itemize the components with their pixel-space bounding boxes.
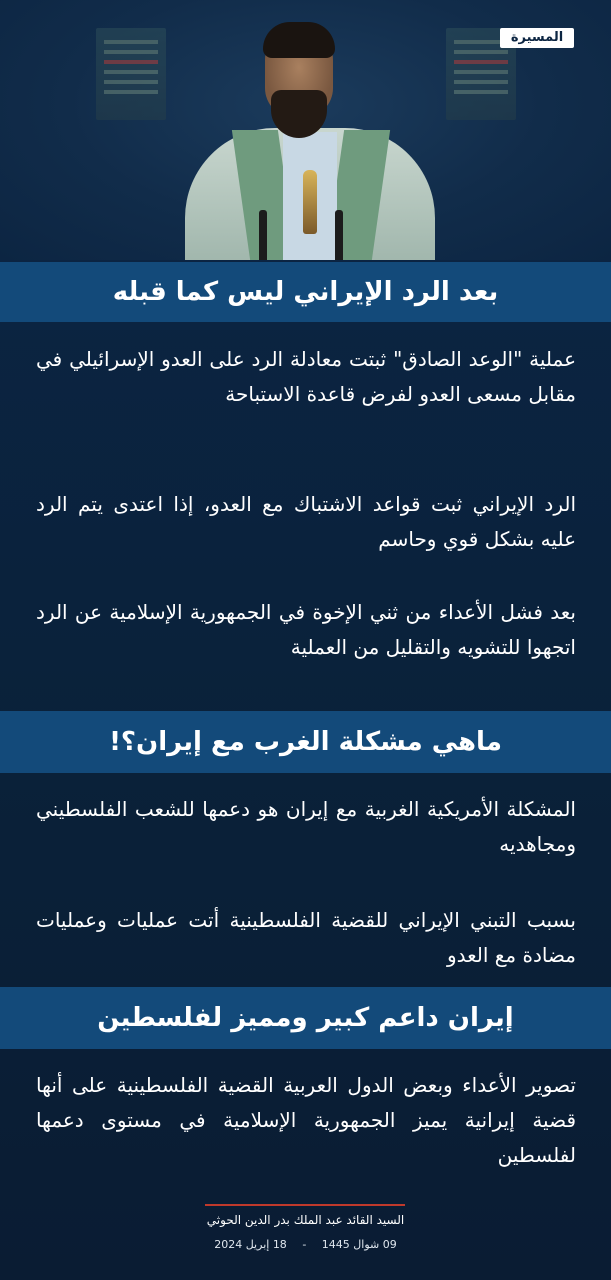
paragraph-6: تصوير الأعداء وبعض الدول العربية القضية الفلسطينية على أنها قضية إيرانية يميز الجمهورية الإسلامية في مستوى دعمها لفلسطين (36, 1073, 576, 1167)
date-hijri: 09 شوال 1445 (321, 1238, 397, 1251)
hero-photo (0, 0, 611, 260)
paragraph-3: بعد فشل الأعداء من ثني الإخوة في الجمهورية الإسلامية عن الرد اتجهوا للتشويه والتقليل من العملية (36, 600, 576, 659)
publish-date (0, 1238, 611, 1251)
date-gregorian: 18 إبريل 2024 (214, 1238, 287, 1251)
section-heading-1: بعد الرد الإيراني ليس كما قبله (0, 262, 611, 322)
speaker-portrait (185, 20, 435, 260)
author-name: السيد القائد عبد الملك بدر الدين الحوثي (206, 1213, 405, 1227)
microphone-left (259, 210, 267, 260)
paragraph-1: عملية "الوعد الصادق" ثبتت معادلة الرد على العدو الإسرائيلي في مقابل مسعى العدو لفرض قاعدة الاستباحة (36, 347, 576, 406)
section-heading-2: ماهي مشكلة الغرب مع إيران؟! (0, 711, 611, 773)
channel-logo: المسيرة (500, 28, 574, 48)
speaker-jambiya (303, 170, 317, 234)
footer-divider (205, 1204, 405, 1206)
paragraph-4: المشكلة الأمريكية الغربية مع إيران هو دعمها للشعب الفلسطيني ومجاهديه (36, 797, 576, 856)
paragraph-2: الرد الإيراني ثبت قواعد الاشتباك مع العدو، إذا اعتدى يتم الرد عليه بشكل قوي وحاسم (36, 492, 576, 551)
section-heading-3: إيران داعم كبير ومميز لفلسطين (0, 987, 611, 1049)
microphone-right (335, 210, 343, 260)
background-banner-left (96, 28, 166, 120)
paragraph-5: بسبب التبني الإيراني للقضية الفلسطينية أتت عمليات وعمليات مضادة مع العدو (36, 908, 576, 967)
speaker-hair (263, 22, 335, 58)
date-separator: - (302, 1238, 307, 1251)
